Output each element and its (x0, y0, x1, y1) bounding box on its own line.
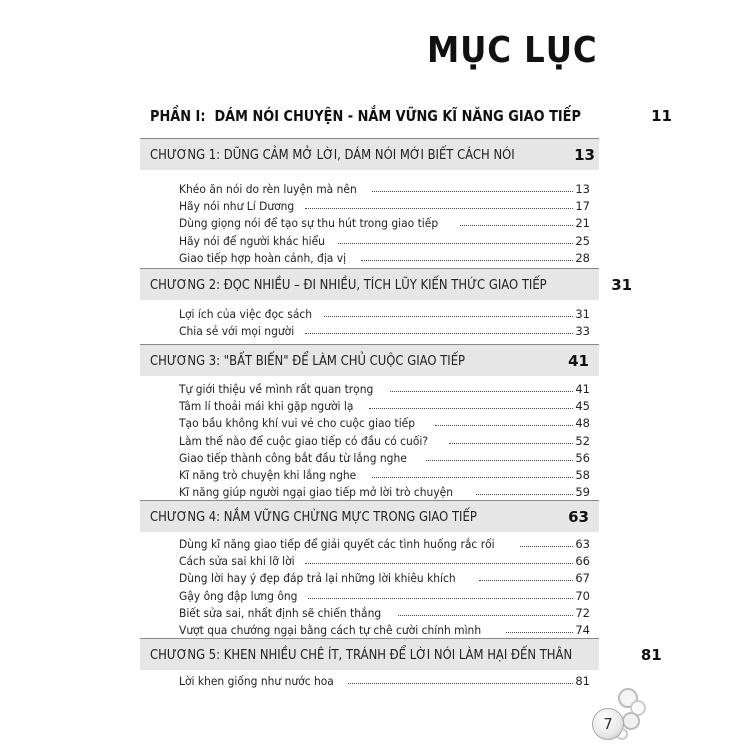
part-page: 11 (651, 107, 672, 125)
toc-entry (179, 569, 590, 585)
toc-entry (179, 535, 590, 551)
entry-title: Làm thế nào để cuộc giao tiếp có đầu có cuối? (179, 433, 429, 448)
dot-leader (305, 207, 573, 209)
dot-leader (426, 459, 573, 461)
toc-entry (179, 587, 590, 603)
entry-title: Kĩ năng giúp người ngại giao tiếp mở lời trò chuyện (179, 485, 454, 500)
entry-page: 21 (575, 216, 590, 231)
chapter-title: CHƯƠNG 3: "BẤT BIẾN" ĐỂ LÀM CHỦ CUỘC GIAO TIẾP (150, 352, 466, 369)
toc-entry (179, 552, 590, 568)
chapter-page: 81 (640, 645, 662, 664)
entry-title: Khéo ăn nói do rèn luyện mà nên (179, 182, 357, 196)
entry-title: Dùng kĩ năng giao tiếp để giải quyết các tình huống rắc rối (179, 537, 495, 551)
entry-page: 13 (575, 182, 590, 196)
dot-leader (449, 442, 574, 444)
entry-title: Giao tiếp hợp hoàn cảnh, địa vị (179, 250, 347, 265)
chapter-heading (140, 138, 599, 170)
dot-leader (520, 545, 573, 547)
chapter-heading (140, 268, 633, 300)
dot-leader (305, 562, 573, 564)
entry-page: 41 (575, 382, 590, 396)
entry-title: Lợi ích của việc đọc sách (179, 307, 313, 321)
chapter-page: 31 (611, 275, 633, 294)
chapter-heading (140, 500, 599, 532)
dot-leader (308, 597, 573, 599)
entry-title: Biết sửa sai, nhất định sẽ chiến thắng (179, 605, 382, 620)
entry-page: 59 (575, 485, 590, 500)
entry-page: 28 (575, 250, 590, 265)
entry-title: Vượt qua chướng ngại bằng cách tự chê cười chính mình (179, 623, 482, 637)
toc-entry (179, 214, 590, 230)
toc-entry (179, 466, 590, 482)
toc-entry (179, 249, 590, 265)
toc-entry (179, 197, 590, 213)
dot-leader (369, 407, 574, 409)
entry-page: 63 (575, 537, 590, 551)
toc-entry (179, 672, 590, 688)
toc-entry (179, 621, 590, 637)
toc-entry (179, 180, 590, 196)
entry-page: 58 (575, 468, 590, 482)
dot-leader (390, 390, 573, 392)
dot-leader (476, 493, 574, 495)
toc-entry (179, 397, 590, 413)
dot-leader (305, 332, 574, 334)
part-title: PHẦN I: DÁM NÓI CHUYỆN - NẮM VỮNG KĨ NĂNG GIAO TIẾP (150, 107, 581, 125)
entry-title: Gậy ông đập lưng ông (179, 588, 298, 603)
entry-page: 70 (575, 588, 590, 603)
entry-page: 33 (575, 324, 590, 339)
toc-entry (179, 483, 590, 499)
dot-leader (361, 259, 574, 261)
entry-title: Hãy nói như Lí Dương (179, 199, 295, 214)
chapter-title: CHƯƠNG 1: DŨNG CẢM MỞ LỜI, DÁM NÓI MỚI BIẾT CÁCH NÓI (150, 146, 515, 163)
entry-title: Kĩ năng trò chuyện khi lắng nghe (179, 468, 357, 482)
dot-leader (460, 224, 574, 226)
chapter-heading (140, 638, 662, 670)
entry-page: 48 (575, 416, 590, 431)
entry-title: Hãy nói để người khác hiểu (179, 233, 325, 248)
part-heading (150, 104, 672, 128)
entry-page: 31 (575, 307, 590, 321)
dot-leader (479, 579, 574, 581)
entry-page: 17 (575, 199, 590, 214)
entry-page: 25 (575, 233, 590, 248)
entry-title: Dùng lời hay ý đẹp đáp trả lại những lời khiêu khích (179, 571, 456, 586)
entry-page: 45 (575, 399, 590, 414)
chapter-title: CHƯƠNG 4: NẮM VỮNG CHỪNG MỰC TRONG GIAO TIẾP (150, 508, 477, 525)
entry-title: Chia sẻ với mọi người (179, 324, 295, 339)
dot-leader (435, 424, 574, 426)
page-title: MỤC LỤC (427, 30, 598, 71)
toc-entry (179, 380, 590, 396)
toc-entry (179, 432, 590, 448)
toc-entry (179, 232, 590, 248)
entry-page: 66 (575, 554, 590, 569)
entry-title: Tâm lí thoải mái khi gặp người lạ (179, 399, 354, 414)
toc-entry (179, 414, 590, 430)
entry-page: 56 (575, 450, 590, 465)
entry-title: Tạo bầu không khí vui vẻ cho cuộc giao tiếp (179, 416, 416, 431)
toc-entry (179, 604, 590, 620)
entry-title: Giao tiếp thành công bắt đầu từ lắng nghe (179, 450, 407, 465)
dot-leader (372, 190, 573, 192)
entry-page: 52 (575, 433, 590, 448)
chapter-heading (140, 344, 599, 376)
entry-title: Lời khen giống như nước hoa (179, 674, 334, 688)
dot-leader (324, 315, 573, 317)
chapter-title: CHƯƠNG 5: KHEN NHIỀU CHÊ ÍT, TRÁNH ĐỂ LỜI NÓI LÀM HẠI ĐẾN THÂN (150, 646, 573, 663)
toc-entry (179, 322, 590, 338)
dot-leader (338, 242, 573, 244)
decorative-circle-icon (622, 712, 640, 730)
entry-title: Dùng giọng nói để tạo sự thu hút trong giao tiếp (179, 216, 439, 231)
dot-leader (372, 476, 574, 478)
entry-page: 81 (575, 674, 590, 688)
page-number: 7 (592, 708, 624, 740)
entry-page: 74 (575, 623, 590, 637)
dot-leader (506, 631, 574, 633)
entry-title: Cách sửa sai khi lỡ lời (179, 554, 295, 569)
entry-page: 67 (575, 571, 590, 586)
dot-leader (398, 614, 573, 616)
chapter-page: 13 (574, 145, 595, 164)
chapter-title: CHƯƠNG 2: ĐỌC NHIỀU – ĐI NHIỀU, TÍCH LŨY KIẾN THỨC GIAO TIẾP (150, 276, 547, 293)
chapter-page: 63 (568, 507, 589, 526)
toc-entry (179, 449, 590, 465)
chapter-page: 41 (568, 351, 589, 370)
entry-page: 72 (575, 605, 590, 620)
toc-entry (179, 305, 590, 321)
dot-leader (348, 682, 574, 684)
entry-title: Tự giới thiệu về mình rất quan trọng (179, 382, 374, 396)
